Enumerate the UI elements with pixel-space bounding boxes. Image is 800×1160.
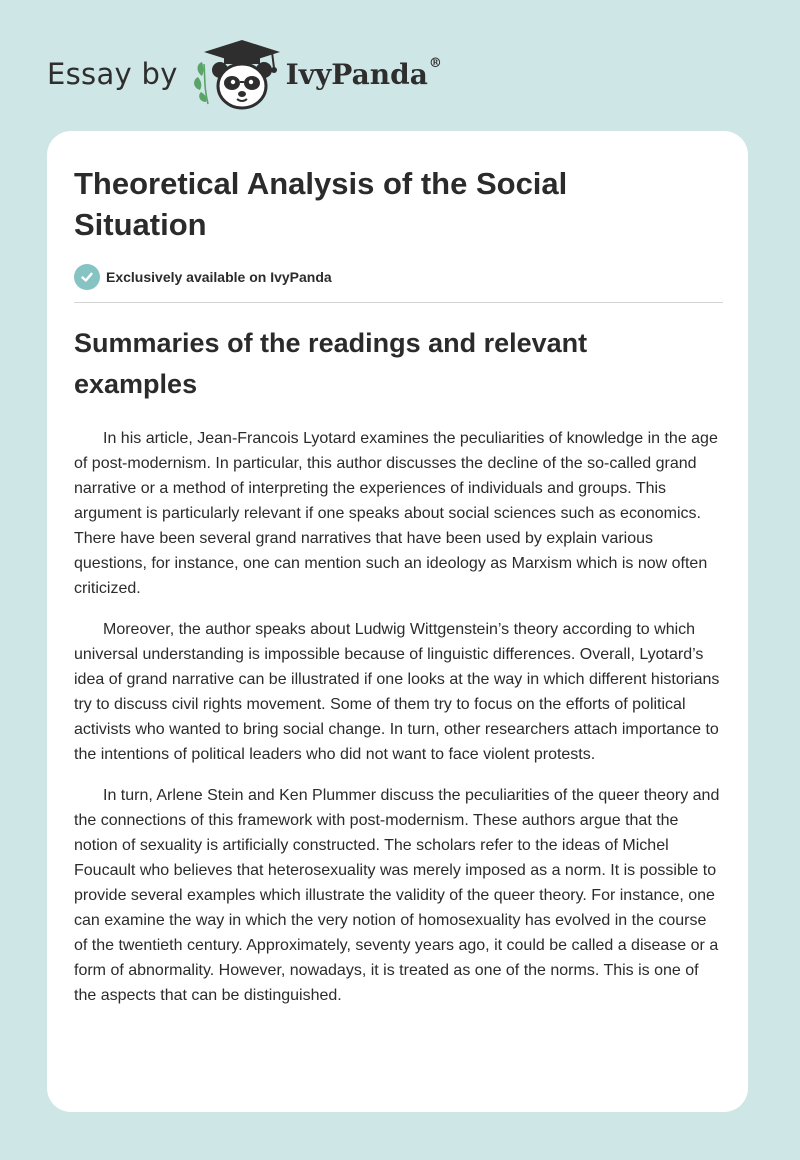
check-circle-icon — [74, 264, 100, 290]
article-body — [74, 426, 723, 1024]
essay-card — [47, 131, 748, 1112]
exclusive-badge — [74, 264, 332, 290]
brand-label: IvyPanda — [285, 57, 428, 91]
site-header — [47, 34, 442, 114]
section-heading: Summaries of the readings and relevant examples — [74, 328, 588, 399]
exclusive-badge-label: Exclusively available on IvyPanda — [106, 269, 332, 285]
divider — [74, 302, 723, 303]
essay-by-label: Essay by — [47, 57, 178, 91]
page-title: Theoretical Analysis of the Social Situation — [74, 166, 568, 242]
paragraph: In his article, Jean-Francois Lyotard examines the peculiarities of knowledge in the age of post-modernism. In particular, this author discusses the decline of the so-called grand narrative or a method of interpreting the experiences of individuals and groups. This argument is particularly relevant if one speaks about social sciences such as economics. There have been several grand narratives that have been used by explain various questions, for instance, one can mention such an ideology as Marxism which is now often criticized. — [74, 430, 718, 597]
brand-name[interactable] — [285, 55, 442, 91]
panda-graduate-icon — [192, 36, 282, 112]
registered-mark: ® — [428, 55, 442, 71]
paragraph: Moreover, the author speaks about Ludwig Wittgenstein’s theory according to which universal understanding is impossible because of linguistic differences. Overall, Lyotard’s idea of grand narrative can be illustrated if one looks at the way in which different historians try to discuss civil rights movement. Some of them try to focus on the efforts of political activists who wanted to bring social change. In turn, other researchers attach importance to the intentions of political leaders who did not want to face violent protests. — [74, 621, 720, 763]
paragraph: In turn, Arlene Stein and Ken Plummer discuss the peculiarities of the queer theory and the connections of this framework with post-modernism. These authors argue that the notion of sexuality is artificially constructed. The scholars refer to the ideas of Michel Foucault who believes that heterosexuality was merely imposed as a norm. It is possible to provide several examples which illustrate the validity of the queer theory. For instance, one can examine the way in which the very notion of homosexuality has evolved in the course of the twentieth century. Approximately, seventy years ago, it could be called a disease or a form of abnormality. However, nowadays, it is treated as one of the norms. This is one of the aspects that can be distinguished. — [74, 787, 720, 1004]
